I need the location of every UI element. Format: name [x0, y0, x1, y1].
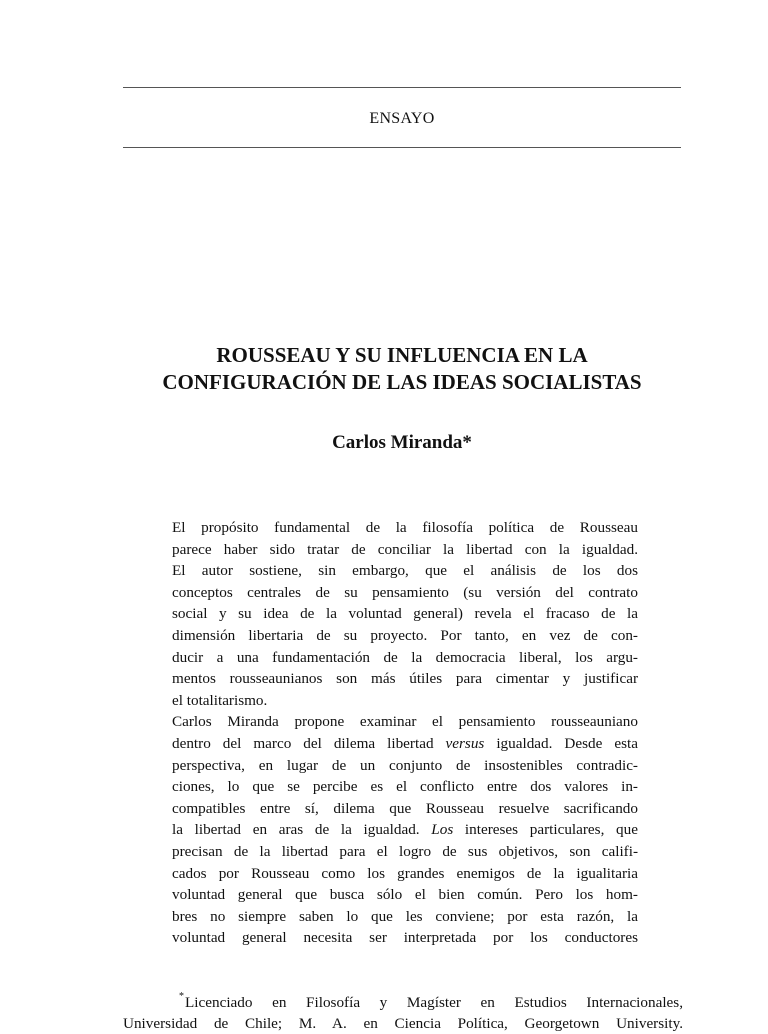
abstract-line: [172, 733, 638, 755]
article-title: [100, 342, 704, 396]
abstract-italic-text: Los: [431, 821, 454, 839]
abstract-text: social y su idea de la voluntad general) revela el fracaso de la: [172, 605, 638, 623]
abstract-text: El autor sostiene, sin embargo, que el análisis de los dos: [172, 562, 638, 580]
abstract-text: la libertad en aras de la igualdad.: [172, 821, 432, 839]
abstract-text: intereses particulares, que: [453, 821, 638, 839]
abstract-line: [172, 539, 638, 561]
abstract-text: bres no siempre saben lo que les conviene; por esta razón, la: [172, 907, 638, 925]
abstract-line: [172, 863, 638, 885]
author-name: Carlos Miranda*: [332, 432, 472, 453]
abstract-line: [172, 906, 638, 928]
article-title-line: ROUSSEAU Y SU INFLUENCIA EN LA: [216, 343, 588, 367]
footnote: [123, 986, 683, 1034]
abstract-text: parece haber sido tratar de conciliar la libertad con la igualdad.: [172, 540, 638, 558]
abstract-line: [172, 841, 638, 863]
abstract: [172, 517, 638, 949]
bottom-rule: [123, 147, 681, 148]
abstract-line: [172, 776, 638, 798]
abstract-text: cados por Rousseau como los grandes enemigos de la igualitaria: [172, 864, 638, 882]
abstract-text: voluntad general que busca sólo el bien común. Pero los hom-: [172, 886, 638, 904]
abstract-text: El propósito fundamental de la filosofía política de Rousseau: [172, 519, 638, 536]
footnote-text: Licenciado en Filosofía y Magíster en Estudios Internacionales,: [185, 994, 683, 1011]
abstract-line: [172, 625, 638, 647]
abstract-line: [172, 690, 638, 712]
abstract-text: dimensión libertaria de su proyecto. Por tanto, en vez de con-: [172, 626, 638, 644]
abstract-line: [172, 603, 638, 625]
footnote-marker: *: [179, 991, 184, 1002]
abstract-text: precisan de la libertad para el logro de sus objetivos, son califi-: [172, 842, 638, 860]
abstract-text: Carlos Miranda propone examinar el pensamiento rousseauniano: [172, 713, 638, 731]
abstract-line: [172, 819, 638, 841]
abstract-text: voluntad general necesita ser interpretada por los conductores: [172, 929, 638, 947]
abstract-text: igualdad. Desde esta: [484, 734, 638, 752]
abstract-line: [172, 798, 638, 820]
abstract-text: dentro del marco del dilema libertad: [172, 734, 446, 752]
article-title-line: CONFIGURACIÓN DE LAS IDEAS SOCIALISTAS: [162, 370, 642, 394]
abstract-line: [172, 560, 638, 582]
abstract-line: [172, 668, 638, 690]
abstract-line: [172, 755, 638, 777]
abstract-text: ducir a una fundamentación de la democracia liberal, los argu-: [172, 648, 638, 666]
abstract-line: [172, 884, 638, 906]
abstract-line: [172, 582, 638, 604]
abstract-line: [172, 927, 638, 949]
abstract-line: [172, 517, 638, 539]
abstract-line: [172, 711, 638, 733]
abstract-text: conceptos centrales de su pensamiento (su versión del contrato: [172, 583, 638, 601]
footnote-line: [123, 986, 683, 1013]
abstract-text: compatibles entre sí, dilema que Rousseau resuelve sacrificando: [172, 799, 638, 817]
top-rule: [123, 87, 681, 88]
abstract-text: mentos rousseaunianos son más útiles para cimentar y justificar: [172, 670, 638, 688]
abstract-text: ciones, lo que se percibe es el conflicto entre dos valores in-: [172, 778, 638, 796]
footnote-line: Universidad de Chile; M. A. en Ciencia Política, Georgetown University.: [123, 1015, 683, 1032]
abstract-italic-text: versus: [445, 734, 485, 752]
section-label: ENSAYO: [369, 110, 435, 127]
abstract-text: perspectiva, en lugar de un conjunto de insostenibles contradic-: [172, 756, 638, 774]
abstract-text: el totalitarismo.: [172, 691, 268, 709]
abstract-line: [172, 647, 638, 669]
